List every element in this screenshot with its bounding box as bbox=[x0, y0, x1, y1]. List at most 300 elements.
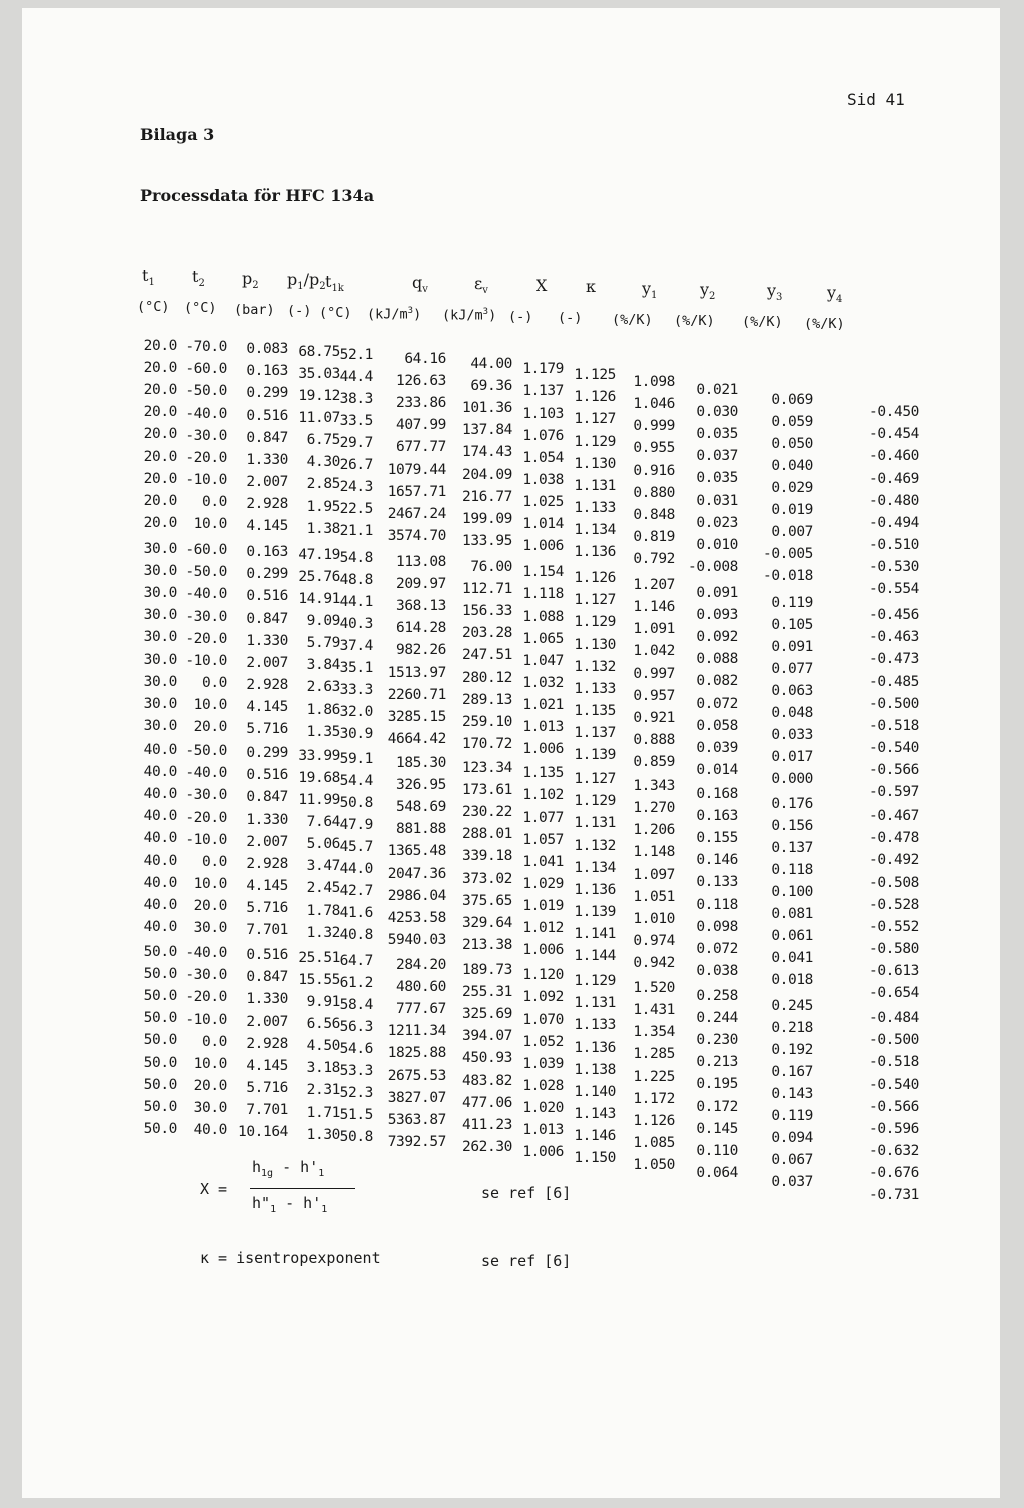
table-cell: -0.473 bbox=[869, 651, 919, 668]
table-cell: 0.974 bbox=[633, 932, 675, 949]
table-cell: 677.77 bbox=[396, 439, 446, 456]
table-cell: -60.0 bbox=[185, 542, 227, 559]
table-cell: 0.098 bbox=[696, 918, 738, 935]
table-cell: 0.041 bbox=[771, 950, 813, 967]
table-cell: 0.155 bbox=[696, 830, 738, 847]
table-cell: -0.008 bbox=[688, 558, 738, 575]
table-cell: 216.77 bbox=[462, 488, 512, 505]
table-cell: 1.131 bbox=[574, 815, 616, 832]
table-cell: 0.888 bbox=[633, 731, 675, 748]
column-header-7: $\varepsilon_v$ bbox=[474, 274, 488, 297]
table-cell: 3574.70 bbox=[387, 527, 446, 544]
table-cell: 30.0 bbox=[143, 629, 177, 646]
table-cell: 1.076 bbox=[522, 427, 564, 444]
table-cell: 1.006 bbox=[522, 538, 564, 555]
table-cell: -0.654 bbox=[869, 985, 919, 1002]
table-cell: 1.343 bbox=[633, 778, 675, 795]
column-unit-3: (bar) bbox=[234, 301, 275, 318]
table-cell: 40.0 bbox=[143, 852, 177, 869]
table-cell: 42.7 bbox=[339, 883, 373, 900]
table-cell: 1.38 bbox=[306, 520, 340, 537]
table-cell: 50.0 bbox=[143, 944, 177, 960]
table-cell: 20.0 bbox=[193, 897, 227, 914]
table-cell: 0.018 bbox=[771, 972, 813, 989]
document-page bbox=[22, 8, 1000, 1498]
table-cell: 0.048 bbox=[771, 705, 813, 722]
table-cell: 0.063 bbox=[771, 682, 813, 699]
table-cell: 133.95 bbox=[462, 532, 512, 549]
table-cell: 5.716 bbox=[246, 1079, 288, 1096]
table-cell: -0.540 bbox=[869, 739, 919, 756]
table-cell: 50.0 bbox=[143, 1032, 177, 1049]
table-cell: -0.018 bbox=[763, 568, 813, 585]
table-cell: 203.28 bbox=[462, 625, 512, 642]
table-cell: 45.7 bbox=[339, 839, 373, 856]
table-cell: 14.91 bbox=[298, 591, 340, 608]
table-cell: 189.73 bbox=[462, 962, 512, 979]
table-cell: -0.467 bbox=[869, 808, 919, 825]
table-cell: 255.31 bbox=[462, 984, 512, 1001]
table-cell: -0.456 bbox=[869, 607, 919, 624]
table-cell: 0.942 bbox=[633, 954, 675, 971]
table-cell: 1.139 bbox=[574, 903, 616, 920]
table-cell: 2.007 bbox=[246, 833, 288, 850]
table-cell: 0.118 bbox=[696, 896, 738, 913]
table-cell: 50.0 bbox=[143, 1010, 177, 1027]
table-cell: 20.0 bbox=[143, 470, 177, 487]
table-cell: 375.65 bbox=[462, 892, 512, 909]
table-cell: 1.077 bbox=[522, 809, 564, 826]
table-cell: 1.330 bbox=[246, 451, 288, 468]
table-cell: -0.552 bbox=[869, 918, 919, 935]
table-cell: 0.859 bbox=[633, 753, 675, 770]
table-cell: 1.154 bbox=[522, 564, 564, 581]
column-header-4: $p_1/p_2$ bbox=[287, 270, 326, 293]
table-cell: 1.126 bbox=[574, 570, 616, 587]
table-cell: 1.097 bbox=[633, 866, 675, 883]
table-cell: 1.136 bbox=[574, 544, 616, 561]
table-cell: 33.3 bbox=[339, 682, 373, 699]
table-cell: -30.0 bbox=[185, 787, 227, 804]
table-cell: 0.105 bbox=[771, 616, 813, 633]
formula-kappa-reference: se ref [6] bbox=[481, 1252, 572, 1270]
table-cell: 1.138 bbox=[574, 1061, 616, 1078]
table-cell: 68.75 bbox=[298, 343, 340, 360]
table-cell: 326.95 bbox=[396, 777, 446, 794]
table-cell: 5.716 bbox=[246, 899, 288, 916]
table-cell: 113.08 bbox=[396, 554, 446, 571]
table-cell: 0.035 bbox=[696, 426, 738, 443]
table-cell: 1.133 bbox=[574, 680, 616, 697]
column-unit-1: (°C) bbox=[137, 299, 170, 315]
table-cell: 2.928 bbox=[246, 1035, 288, 1052]
table-cell: 10.0 bbox=[193, 1055, 227, 1072]
table-cell: 614.28 bbox=[396, 620, 446, 637]
table-cell: 0.072 bbox=[696, 695, 738, 712]
document-title: Processdata för HFC 134a bbox=[140, 186, 375, 205]
table-cell: 1.042 bbox=[633, 643, 675, 660]
table-cell: 0.091 bbox=[696, 585, 738, 602]
table-cell: 30.0 bbox=[143, 563, 177, 580]
table-cell: 7.64 bbox=[306, 814, 340, 831]
table-cell: 1.146 bbox=[574, 1127, 616, 1144]
table-cell: 35.1 bbox=[339, 660, 373, 677]
table-cell: 0.516 bbox=[246, 767, 288, 784]
table-cell: 2260.71 bbox=[387, 686, 446, 703]
table-cell: 1.102 bbox=[522, 787, 564, 804]
table-cell: 4.145 bbox=[246, 518, 288, 535]
table-cell: 26.7 bbox=[339, 457, 373, 474]
table-cell: -0.566 bbox=[869, 1098, 919, 1115]
table-cell: 9.09 bbox=[306, 613, 340, 630]
column-header-8: X bbox=[536, 275, 548, 295]
table-cell: -50.0 bbox=[185, 564, 227, 581]
table-cell: 280.12 bbox=[462, 669, 512, 686]
table-cell: -0.480 bbox=[869, 492, 919, 509]
table-cell: 2.007 bbox=[246, 654, 288, 671]
table-cell: 3.18 bbox=[306, 1060, 340, 1077]
table-cell: 483.82 bbox=[462, 1072, 512, 1089]
table-cell: 0.299 bbox=[246, 385, 288, 402]
table-cell: 0.010 bbox=[696, 536, 738, 553]
table-cell: 3827.07 bbox=[387, 1089, 446, 1106]
table-cell: 137.84 bbox=[462, 422, 512, 439]
table-cell: 2986.04 bbox=[387, 887, 446, 904]
table-cell: 50.0 bbox=[143, 1076, 177, 1093]
table-cell: 1825.88 bbox=[387, 1045, 446, 1062]
table-cell: 40.0 bbox=[143, 808, 177, 825]
table-cell: 1.127 bbox=[574, 592, 616, 609]
table-cell: 1.127 bbox=[574, 411, 616, 428]
table-cell: -10.0 bbox=[185, 1011, 227, 1028]
table-cell: -70.0 bbox=[185, 339, 227, 356]
table-cell: 4.145 bbox=[246, 698, 288, 715]
table-cell: 53.3 bbox=[339, 1063, 373, 1080]
table-cell: 1.140 bbox=[574, 1083, 616, 1100]
table-cell: -0.518 bbox=[869, 717, 919, 734]
table-cell: 112.71 bbox=[462, 581, 512, 598]
table-cell: 0.067 bbox=[771, 1152, 813, 1169]
table-cell: 50.0 bbox=[143, 1054, 177, 1071]
table-cell: -0.566 bbox=[869, 761, 919, 778]
table-cell: 259.10 bbox=[462, 713, 512, 730]
table-cell: 50.0 bbox=[143, 1120, 177, 1137]
table-cell: 0.516 bbox=[246, 947, 288, 964]
table-cell: 30.9 bbox=[339, 726, 373, 743]
table-cell: 0.244 bbox=[696, 1010, 738, 1027]
table-cell: 0.245 bbox=[771, 997, 813, 1014]
table-cell: 1.86 bbox=[306, 701, 340, 718]
table-cell: -20.0 bbox=[185, 630, 227, 647]
table-cell: -0.530 bbox=[869, 558, 919, 575]
table-cell: 0.218 bbox=[771, 1019, 813, 1036]
table-cell: -40.0 bbox=[185, 405, 227, 422]
table-cell: 1657.71 bbox=[387, 483, 446, 500]
table-cell: 1365.48 bbox=[387, 843, 446, 860]
table-cell: 1.041 bbox=[522, 853, 564, 870]
table-cell: 1.131 bbox=[574, 995, 616, 1012]
table-cell: -0.528 bbox=[869, 896, 919, 913]
table-cell: 1.206 bbox=[633, 822, 675, 839]
table-cell: 1.006 bbox=[522, 1144, 564, 1161]
table-cell: 30.0 bbox=[143, 717, 177, 734]
table-cell: 199.09 bbox=[462, 510, 512, 527]
table-cell: 0.847 bbox=[246, 969, 288, 986]
table-cell: 407.99 bbox=[396, 417, 446, 434]
table-cell: 0.014 bbox=[696, 761, 738, 778]
table-cell: 0.258 bbox=[696, 988, 738, 1005]
table-cell: 1.130 bbox=[574, 636, 616, 653]
table-cell: 30.0 bbox=[143, 651, 177, 668]
table-cell: 1.129 bbox=[574, 433, 616, 450]
table-cell: 1.051 bbox=[633, 888, 675, 905]
table-cell: 0.921 bbox=[633, 709, 675, 726]
table-cell: 1.30 bbox=[306, 1126, 340, 1143]
table-cell: 64.16 bbox=[404, 351, 446, 368]
table-cell: 0.516 bbox=[246, 588, 288, 605]
table-cell: -0.518 bbox=[869, 1054, 919, 1071]
table-cell: 0.023 bbox=[696, 514, 738, 531]
table-cell: 40.8 bbox=[339, 927, 373, 944]
table-cell: 1.225 bbox=[633, 1068, 675, 1085]
table-cell: 30.0 bbox=[193, 1099, 227, 1116]
table-cell: 1.013 bbox=[522, 719, 564, 736]
table-cell: -0.596 bbox=[869, 1120, 919, 1137]
table-cell: 174.43 bbox=[462, 444, 512, 461]
table-cell: 0.847 bbox=[246, 789, 288, 806]
table-cell: 30.0 bbox=[143, 585, 177, 602]
table-cell: 1.135 bbox=[522, 765, 564, 782]
table-cell: 450.93 bbox=[462, 1050, 512, 1067]
table-cell: 1.120 bbox=[522, 967, 564, 984]
table-cell: 284.20 bbox=[396, 957, 446, 974]
table-cell: -0.494 bbox=[869, 514, 919, 531]
table-cell: 20.0 bbox=[143, 338, 177, 354]
column-header-12: $y_3$ bbox=[767, 281, 783, 304]
table-cell: 1.126 bbox=[633, 1112, 675, 1129]
table-cell: 0.040 bbox=[771, 457, 813, 474]
table-cell: -40.0 bbox=[185, 586, 227, 603]
table-cell: 47.9 bbox=[339, 816, 373, 833]
table-cell: 0.792 bbox=[633, 550, 675, 567]
table-cell: 0.848 bbox=[633, 506, 675, 523]
table-cell: 44.0 bbox=[339, 861, 373, 878]
table-cell: 339.18 bbox=[462, 848, 512, 865]
table-cell: 881.88 bbox=[396, 821, 446, 838]
table-cell: 1.172 bbox=[633, 1090, 675, 1107]
table-cell: 0.143 bbox=[771, 1085, 813, 1102]
table-cell: 7392.57 bbox=[387, 1133, 446, 1150]
table-cell: -30.0 bbox=[185, 967, 227, 984]
table-cell: -20.0 bbox=[185, 809, 227, 826]
table-cell: 44.1 bbox=[339, 593, 373, 610]
table-cell: 1.95 bbox=[306, 498, 340, 515]
table-cell: -40.0 bbox=[185, 765, 227, 782]
table-cell: 52.1 bbox=[339, 346, 373, 363]
table-cell: -0.554 bbox=[869, 581, 919, 598]
table-cell: 33.5 bbox=[339, 412, 373, 429]
column-unit-9: (-) bbox=[558, 310, 583, 327]
table-cell: 262.30 bbox=[462, 1138, 512, 1155]
table-cell: 20.0 bbox=[143, 404, 177, 421]
table-cell: 0.021 bbox=[696, 382, 738, 399]
table-cell: 3285.15 bbox=[387, 708, 446, 725]
table-cell: 1.431 bbox=[633, 1002, 675, 1019]
table-cell: 2.928 bbox=[246, 495, 288, 512]
table-cell: 19.12 bbox=[298, 388, 340, 405]
table-cell: 9.91 bbox=[306, 994, 340, 1011]
table-cell: -0.508 bbox=[869, 874, 919, 891]
table-cell: 2.31 bbox=[306, 1082, 340, 1099]
table-cell: 0.133 bbox=[696, 874, 738, 891]
table-cell: 0.192 bbox=[771, 1041, 813, 1058]
table-cell: 1.139 bbox=[574, 747, 616, 764]
table-cell: 20.0 bbox=[143, 382, 177, 399]
column-unit-5: (°C) bbox=[319, 304, 352, 321]
table-cell: 4664.42 bbox=[387, 730, 446, 747]
formula-x-numerator: $h_{1g} - h'_1$ bbox=[252, 1158, 325, 1179]
table-cell: 40.0 bbox=[193, 1122, 227, 1139]
table-cell: 247.51 bbox=[462, 647, 512, 664]
table-cell: -10.0 bbox=[185, 652, 227, 669]
column-header-11: $y_2$ bbox=[700, 280, 716, 303]
table-cell: 209.97 bbox=[396, 576, 446, 593]
table-cell: 76.00 bbox=[470, 559, 512, 576]
table-cell: 1.130 bbox=[574, 455, 616, 472]
table-cell: 20.0 bbox=[143, 514, 177, 531]
table-cell: 0.072 bbox=[696, 940, 738, 957]
table-cell: 38.3 bbox=[339, 390, 373, 407]
table-cell: -0.500 bbox=[869, 695, 919, 712]
table-cell: -50.0 bbox=[185, 383, 227, 400]
table-cell: 1.78 bbox=[306, 902, 340, 919]
formula-kappa-text: κ = isentropexponent bbox=[200, 1249, 381, 1267]
table-cell: 156.33 bbox=[462, 603, 512, 620]
table-cell: 213.38 bbox=[462, 936, 512, 953]
table-cell: 1.71 bbox=[306, 1104, 340, 1121]
table-cell: 0.172 bbox=[696, 1098, 738, 1115]
table-cell: 0.083 bbox=[246, 341, 288, 358]
table-cell: 0.847 bbox=[246, 610, 288, 627]
table-cell: 33.99 bbox=[298, 747, 340, 764]
table-cell: -0.597 bbox=[869, 784, 919, 801]
table-cell: 2.85 bbox=[306, 476, 340, 493]
table-cell: 1.132 bbox=[574, 837, 616, 854]
table-cell: -0.463 bbox=[869, 629, 919, 646]
table-cell: 1.046 bbox=[633, 396, 675, 413]
table-cell: 2.928 bbox=[246, 855, 288, 872]
table-cell: 0.050 bbox=[771, 435, 813, 452]
table-cell: 1.136 bbox=[574, 881, 616, 898]
table-cell: 0.118 bbox=[771, 861, 813, 878]
table-cell: 1.021 bbox=[522, 696, 564, 713]
table-cell: 2467.24 bbox=[387, 505, 446, 522]
table-cell: 58.4 bbox=[339, 996, 373, 1013]
table-cell: 5.79 bbox=[306, 635, 340, 652]
table-cell: 1.006 bbox=[522, 741, 564, 758]
table-cell: -0.731 bbox=[869, 1187, 919, 1204]
table-cell: 1.010 bbox=[633, 910, 675, 927]
table-cell: -0.484 bbox=[869, 1010, 919, 1027]
table-cell: 1.085 bbox=[633, 1134, 675, 1151]
table-cell: 1.270 bbox=[633, 800, 675, 817]
table-cell: 0.167 bbox=[771, 1063, 813, 1080]
table-cell: 0.156 bbox=[771, 817, 813, 834]
table-cell: 0.038 bbox=[696, 962, 738, 979]
column-header-10: $y_1$ bbox=[642, 278, 658, 301]
table-cell: 0.088 bbox=[696, 651, 738, 668]
table-cell: 20.0 bbox=[143, 492, 177, 509]
table-cell: 1.143 bbox=[574, 1105, 616, 1122]
table-cell: 1.133 bbox=[574, 499, 616, 516]
table-cell: 0.094 bbox=[771, 1130, 813, 1147]
table-cell: 0.997 bbox=[633, 665, 675, 682]
table-cell: 1.35 bbox=[306, 723, 340, 740]
table-cell: 41.6 bbox=[339, 905, 373, 922]
table-cell: 373.02 bbox=[462, 870, 512, 887]
table-cell: 50.0 bbox=[143, 1098, 177, 1115]
table-cell: 0.093 bbox=[696, 607, 738, 624]
table-cell: 20.0 bbox=[143, 360, 177, 377]
table-cell: 1.050 bbox=[633, 1156, 675, 1173]
table-cell: 20.0 bbox=[193, 1077, 227, 1094]
table-cell: 230.22 bbox=[462, 804, 512, 821]
table-cell: 40.0 bbox=[143, 874, 177, 891]
table-cell: 2.45 bbox=[306, 880, 340, 897]
table-cell: 52.3 bbox=[339, 1085, 373, 1102]
table-cell: 288.01 bbox=[462, 826, 512, 843]
table-cell: 40.0 bbox=[143, 896, 177, 913]
table-cell: 1.029 bbox=[522, 875, 564, 892]
table-cell: 126.63 bbox=[396, 373, 446, 390]
table-cell: 2047.36 bbox=[387, 865, 446, 882]
table-cell: 0.957 bbox=[633, 687, 675, 704]
table-cell: 5940.03 bbox=[387, 931, 446, 948]
table-cell: -20.0 bbox=[185, 989, 227, 1006]
table-cell: 1.047 bbox=[522, 652, 564, 669]
table-cell: 40.3 bbox=[339, 615, 373, 632]
table-cell: 0.058 bbox=[696, 717, 738, 734]
column-unit-12: (%/K) bbox=[742, 314, 783, 331]
table-cell: 368.13 bbox=[396, 598, 446, 615]
table-cell: 1.039 bbox=[522, 1055, 564, 1072]
table-cell: -10.0 bbox=[185, 471, 227, 488]
table-cell: -0.500 bbox=[869, 1032, 919, 1049]
table-cell: 10.0 bbox=[193, 875, 227, 892]
table-cell: 7.701 bbox=[246, 1101, 288, 1118]
table-cell: 50.8 bbox=[339, 1129, 373, 1146]
table-cell: 548.69 bbox=[396, 799, 446, 816]
table-cell: 777.67 bbox=[396, 1001, 446, 1018]
table-cell: 1079.44 bbox=[387, 461, 446, 478]
table-cell: 1.038 bbox=[522, 471, 564, 488]
column-unit-2: (°C) bbox=[184, 300, 217, 317]
table-cell: 22.5 bbox=[339, 501, 373, 518]
table-cell: 54.6 bbox=[339, 1041, 373, 1058]
table-cell: 233.86 bbox=[396, 395, 446, 412]
table-cell: 1.141 bbox=[574, 925, 616, 942]
table-cell: 0.029 bbox=[771, 479, 813, 496]
table-cell: 1.019 bbox=[522, 897, 564, 914]
table-cell: 1.179 bbox=[522, 361, 564, 378]
table-cell: -0.492 bbox=[869, 852, 919, 869]
table-cell: 56.3 bbox=[339, 1018, 373, 1035]
table-cell: 4.50 bbox=[306, 1038, 340, 1055]
table-cell: 1.070 bbox=[522, 1011, 564, 1028]
table-cell: 44.00 bbox=[470, 356, 512, 373]
table-cell: 1.354 bbox=[633, 1024, 675, 1041]
table-cell: 1.103 bbox=[522, 405, 564, 422]
